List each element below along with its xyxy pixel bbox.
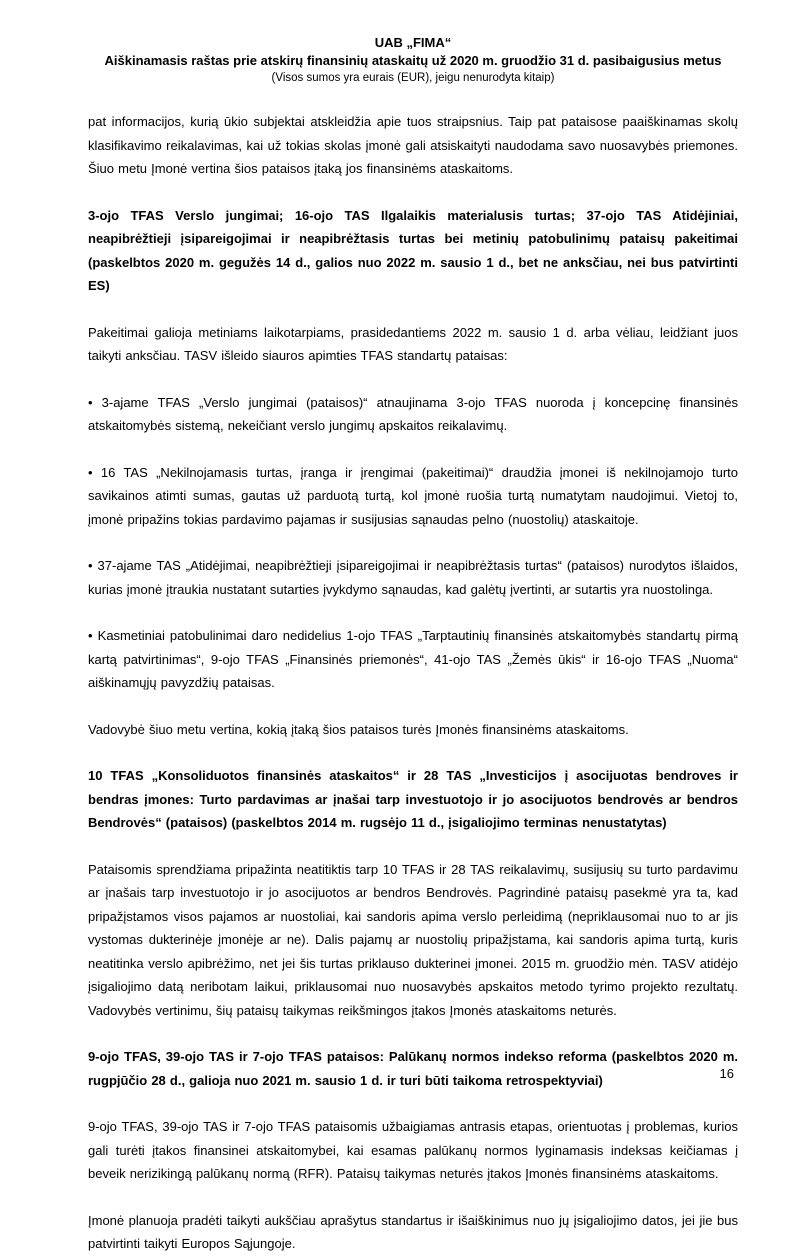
section-heading: 10 TFAS „Konsoliduotos finansinės ataskaitos“ ir 28 TAS „Investicijos į asocijuotas bendroves ir bendras įmones: Turto pardavimas ar įnašai tarp investuotojo ir jo asocijuotos bendrovės ar bendros Bendrovės“ (pataisos) (paskelbtos 2014 m. rugsėjo 11 d., įsigaliojimo terminas nenustatytas) (88, 768, 738, 830)
body-paragraph: Pakeitimai galioja metiniams laikotarpiams, prasidedantiems 2022 m. sausio 1 d. arba vėliau, leidžiant juos taikyti anksčiau. TASV išleido siauros apimties TFAS standartų pataisas: (88, 324, 738, 363)
bullet-paragraph: • 16 TAS „Nekilnojamasis turtas, įranga ir įrengimai (pakeitimai)“ draudžia įmonei iš nekilnojamojo turto savikainos atimti sumas, gautas už parduotą turtą, kol įmonė ruošia turtą numatytam naudojimui. Vietoj to, įmonė pripažins tokias pardavimo pajamas ir susijusias sąnaudas pelno (nuostolių) ataskaitoje. (88, 464, 738, 527)
document-body (88, 110, 738, 1256)
bullet-paragraph: • Kasmetiniai patobulinimai daro nedidelius 1-ojo TFAS „Tarptautinių finansinės atskaitomybės standartų pirmą kartą patvirtinimas“, 9-ojo TFAS „Finansinės priemonės“, 41-ojo TAS „Žemės ūkis“ ir 16-ojo TFAS „Nuoma“ aiškinamųjų pavyzdžių pataisas. (88, 628, 738, 690)
body-paragraph: Pataisomis sprendžiama pripažinta neatitiktis tarp 10 TFAS ir 28 TAS reikalavimų, susijusių su turto pardavimu ar įnašais tarp investuotojo ir jo asocijuotos ar bendros Bendrovės. Pagrindinė pataisų pasekmė yra ta, kad pripažįstamos visos pajamos ar nuostoliai, kai sandoris apima verslo perleidimą (nepriklausomai nuo to ar jis vystomas dukterinėje įmonėje ar ne). Dalis pajamų ar nuostolių pripažįstama, kai sandoris apima turtą, kuris neatitinka verslo apibrėžimo, net jei šis turtas priklauso dukterinei įmonei. 2015 m. gruodžio mėn. TASV atidėjo įsigaliojimo datą neribotam laikui, priklausomai nuo nuosavybės apskaitos metodo tyrimo projekto rezultatų. Vadovybės vertinimu, šių pataisų taikymas reikšmingos įtakos Įmonės ataskaitoms neturės. (88, 861, 738, 1018)
document-subtitle: (Visos sumos yra eurais (EUR), jeigu nenurodyta kitaip) (271, 72, 555, 84)
body-paragraph: Vadovybė šiuo metu vertina, kokią įtaką šios pataisos turės Įmonės finansinėms ataskaitoms. (88, 721, 629, 737)
page-number: 16 (719, 1066, 734, 1081)
body-paragraph: 9-ojo TFAS, 39-ojo TAS ir 7-ojo TFAS pataisomis užbaigiamas antrasis etapas, orientuotas į problemas, kurios gali turėti įtakos finansinei atskaitomybei, kai esamas palūkanų normos lyginamasis indeksas keičiamas į beveik nerizikingą palūkanų normą (RFR). Pataisų taikymas neturės įtakos Įmonės finansinėms ataskaitoms. (88, 1119, 738, 1181)
section-heading: 3-ojo TFAS Verslo jungimai; 16-ojo TAS Ilgalaikis materialusis turtas; 37-ojo TAS Atidėjiniai, neapibrėžtieji įsipareigojimai ir neapibrėžtasis turtas bei metinių patobulinimų pataisų pakeitimai (paskelbtos 2020 m. gegužės 14 d., galios nuo 2022 m. sausio 1 d., bet ne anksčiau, nei bus patvirtinti ES) (88, 207, 738, 293)
body-paragraph: Įmonė planuoja pradėti taikyti aukščiau aprašytus standartus ir išaiškinimus nuo jų įsigaliojimo datos, jei jie bus patvirtinti taikyti Europos Sąjungoje. (88, 1212, 738, 1251)
company-name: UAB „FIMA“ (374, 35, 452, 50)
bullet-paragraph: • 37-ajame TAS „Atidėjimai, neapibrėžtieji įsipareigojimai ir neapibrėžtasis turtas“ (pataisos) nurodytos išlaidos, kurias įmonė įtraukia nustatant sutarties įvykdymo sąnaudas, kad galėtų įvertinti, ar sutartis yra nuostolinga. (88, 558, 738, 597)
section-heading: 9-ojo TFAS, 39-ojo TAS ir 7-ojo TFAS pataisos: Palūkanų normos indekso reforma (paskelbtos 2020 m. rugpjūčio 28 d., galioja nuo 2021 m. sausio 1 d. ir turi būti taikoma retrospektyviai) (88, 1049, 738, 1088)
document-header (88, 34, 738, 86)
bullet-paragraph: • 3-ajame TFAS „Verslo jungimai (pataisos)“ atnaujinama 3-ojo TFAS nuoroda į koncepcinę finansinės atskaitomybės sistemą, nekeičiant verslo jungimų apskaitos reikalavimų. (88, 394, 738, 433)
document-title: Aiškinamasis raštas prie atskirų finansinių ataskaitų už 2020 m. gruodžio 31 d. pasibaigusius metus (104, 53, 722, 68)
body-paragraph: pat informacijos, kurią ūkio subjektai atskleidžia apie tuos straipsnius. Taip pat pataisose paaiškinamas skolų klasifikavimo reikalavimas, kai už tokias skolas įmonė gali atsiskaityti naudodama savo nuosavybės priemones. Šiuo metu Įmonė vertina šios pataisos įtaką jos finansinėms ataskaitoms. (88, 114, 738, 176)
